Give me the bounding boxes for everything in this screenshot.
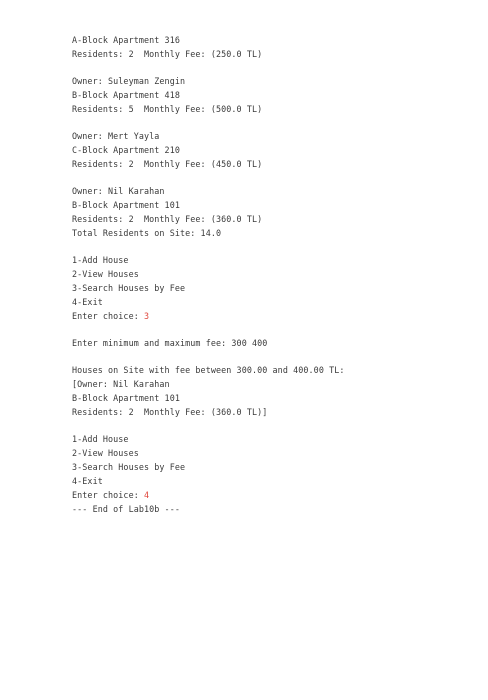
end-of-program-text: --- End of Lab10b --- xyxy=(72,504,180,514)
search-result-header: Houses on Site with fee between 300.00 and 400.00 TL: xyxy=(72,365,345,375)
menu-item-add-house: 1-Add House xyxy=(72,255,129,265)
house-owner: Owner: Nil Karahan xyxy=(72,186,165,196)
choice-prompt-line xyxy=(72,488,472,502)
menu-item-exit: 4-Exit xyxy=(72,297,103,307)
menu-item-view-houses: 2-View Houses xyxy=(72,269,139,279)
house-residents-fee: Residents: 2 Monthly Fee: (360.0 TL)] xyxy=(72,407,268,417)
menu-item-exit: 4-Exit xyxy=(72,476,103,486)
house-apartment: B-Block Apartment 101 xyxy=(72,393,180,403)
menu-item-search-houses: 3-Search Houses by Fee xyxy=(72,283,186,293)
house-residents-fee: Residents: 2 Monthly Fee: (450.0 TL) xyxy=(72,159,263,169)
choice-input[interactable]: 3 xyxy=(144,311,150,321)
house-apartment: B-Block Apartment 418 xyxy=(72,90,180,100)
house-apartment: B-Block Apartment 101 xyxy=(72,200,180,210)
house-residents-fee: Residents: 2 Monthly Fee: (360.0 TL) xyxy=(72,214,263,224)
house-owner: Owner: Mert Yayla xyxy=(72,131,160,141)
choice-prompt: Enter choice: xyxy=(72,311,144,321)
house-residents-fee: Residents: 2 Monthly Fee: (250.0 TL) xyxy=(72,49,263,59)
house-apartment: C-Block Apartment 210 xyxy=(72,145,180,155)
console-output xyxy=(72,33,472,516)
menu-item-view-houses: 2-View Houses xyxy=(72,448,139,458)
choice-prompt-line xyxy=(72,309,472,323)
fee-range-prompt: Enter minimum and maximum fee: 300 400 xyxy=(72,338,268,348)
choice-input[interactable]: 4 xyxy=(144,490,150,500)
house-owner: Owner: Suleyman Zengin xyxy=(72,76,186,86)
house-residents-fee: Residents: 5 Monthly Fee: (500.0 TL) xyxy=(72,104,263,114)
menu-item-search-houses: 3-Search Houses by Fee xyxy=(72,462,186,472)
menu-item-add-house: 1-Add House xyxy=(72,434,129,444)
choice-prompt: Enter choice: xyxy=(72,490,144,500)
house-owner: [Owner: Nil Karahan xyxy=(72,379,170,389)
house-apartment: A-Block Apartment 316 xyxy=(72,35,180,45)
total-residents: Total Residents on Site: 14.0 xyxy=(72,228,222,238)
